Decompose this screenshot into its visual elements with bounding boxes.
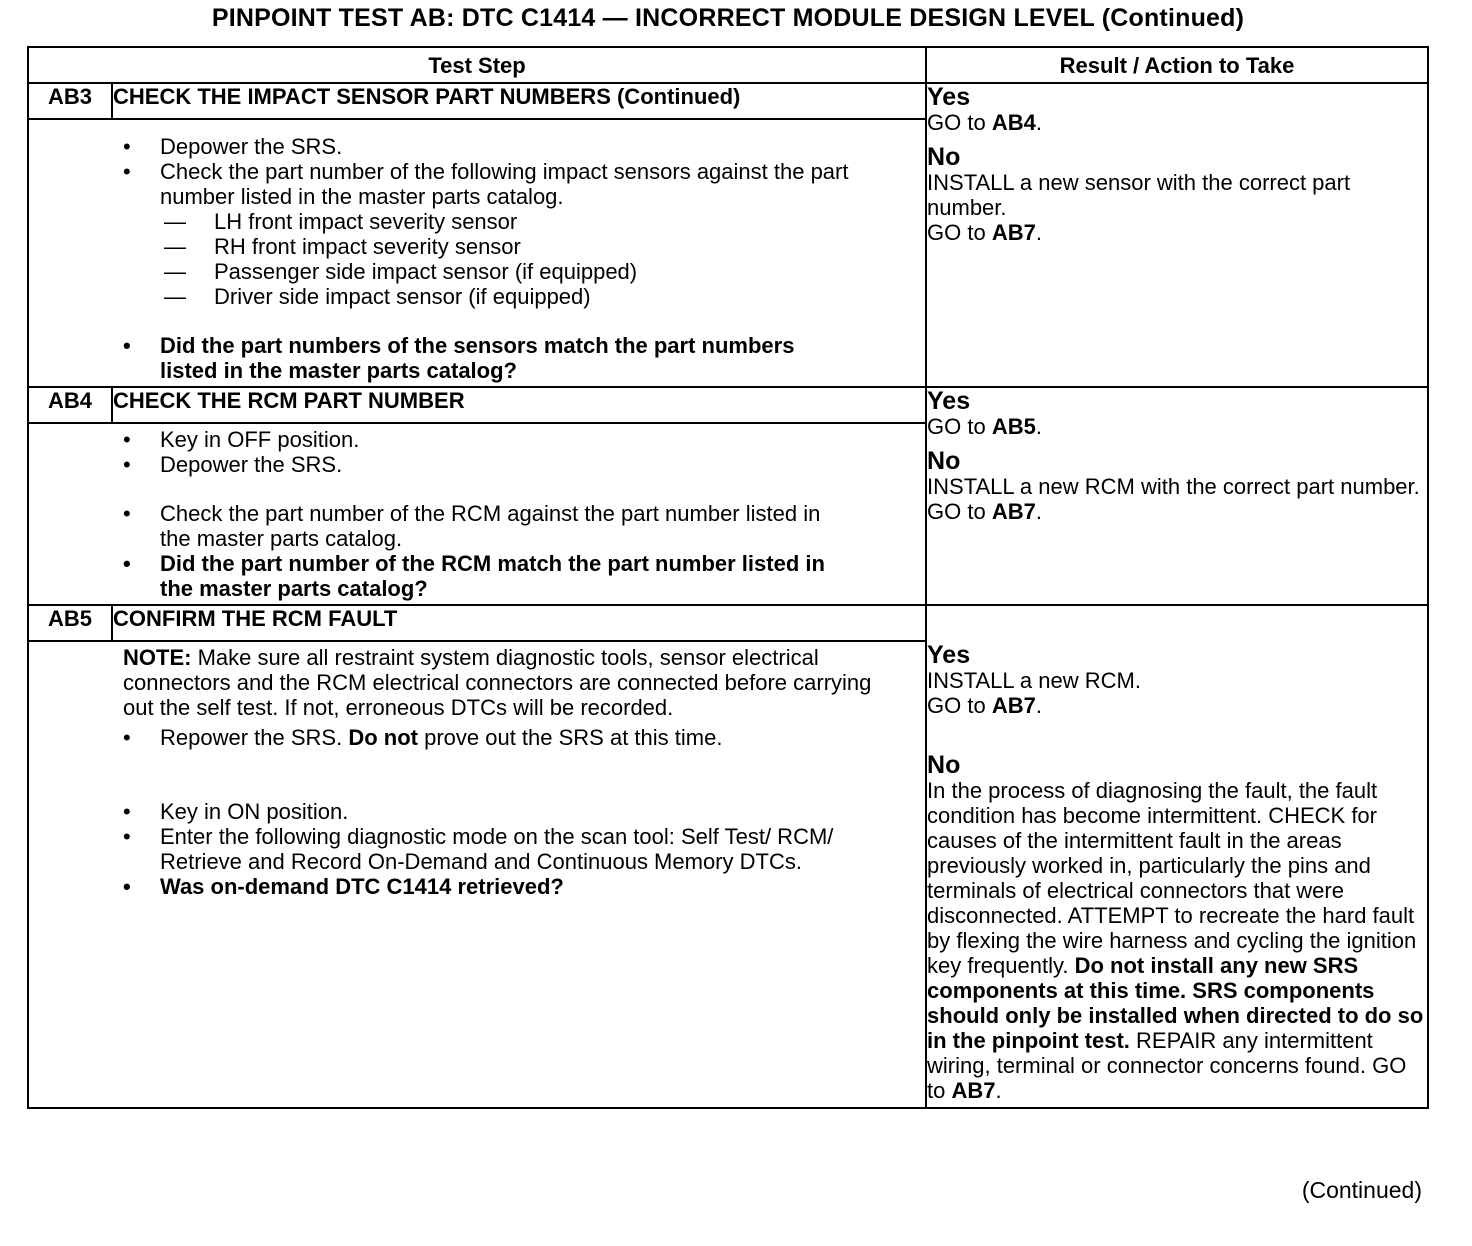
step-heading-row <box>28 83 1428 119</box>
list-item: • Key in OFF position. <box>123 427 360 452</box>
yes-label: Yes <box>927 387 971 415</box>
list-item: • Check the part number of the RCM against the part number listed in the master parts catalog. <box>123 501 821 551</box>
step-id-ab4: AB4 <box>28 387 112 423</box>
header-test-step: Test Step <box>28 47 926 83</box>
no-action: INSTALL a new RCM with the correct part number. <box>927 474 1420 499</box>
yes-label: Yes <box>927 641 971 669</box>
step-heading-ab3: CHECK THE IMPACT SENSOR PART NUMBERS (Continued) <box>112 83 926 119</box>
yes-action: INSTALL a new RCM. <box>927 668 1141 693</box>
pinpoint-test-table <box>27 46 1429 1109</box>
step-id-ab3: AB3 <box>28 83 112 119</box>
step-heading-row <box>28 605 1428 641</box>
no-goto: GO to AB7. <box>927 499 1042 524</box>
note-paragraph: NOTE: Make sure all restraint system diagnostic tools, sensor electrical connectors and the RCM electrical connectors are connected before carrying out the self test. If not, erroneous DTCs will be recorded. <box>123 645 872 720</box>
list-item: • Enter the following diagnostic mode on the scan tool: Self Test/ RCM/ Retrieve and Record On-Demand and Continuous Memory DTCs. <box>123 824 834 874</box>
no-action: In the process of diagnosing the fault, the fault condition has become intermittent. CHECK for causes of the intermittent fault in the areas previously worked in, particularly the pins and terminals of electrical connectors that were disconnected. ATTEMPT to recreate the hard fault by flexing the wire harness and cycling the ignition key frequently. Do not install any new SRS components at this time. SRS components should only be installed when directed to do so in the pinpoint test. REPAIR any intermittent wiring, terminal or connector concerns found. GO to AB7. <box>927 778 1424 1103</box>
step-body-ab3 <box>28 119 926 387</box>
list-item: • Repower the SRS. Do not prove out the SRS at this time. <box>123 725 723 750</box>
result-ab4 <box>926 387 1428 605</box>
list-item: — LH front impact severity sensor <box>164 209 518 234</box>
list-item: • Check the part number of the following impact sensors against the part number listed in the master parts catalog. <box>123 159 849 209</box>
no-label: No <box>927 751 961 779</box>
step-body-ab5 <box>28 641 926 1108</box>
step-heading-row <box>28 387 1428 423</box>
yes-action: GO to AB4. <box>927 110 1042 135</box>
list-item: • Key in ON position. <box>123 799 349 824</box>
result-ab5 <box>926 605 1428 1108</box>
list-item: — RH front impact severity sensor <box>164 234 521 259</box>
list-item: • Did the part number of the RCM match the part number listed in the master parts catalog? <box>123 551 825 601</box>
step-id-ab5: AB5 <box>28 605 112 641</box>
result-ab3 <box>926 83 1428 387</box>
step-body-ab4 <box>28 423 926 605</box>
no-action: INSTALL a new sensor with the correct part number. <box>927 170 1351 220</box>
continued-label: (Continued) <box>1301 1177 1422 1203</box>
step-heading-ab4: CHECK THE RCM PART NUMBER <box>112 387 926 423</box>
yes-goto: GO to AB7. <box>927 693 1042 718</box>
list-item: — Passenger side impact sensor (if equipped) <box>164 259 638 284</box>
yes-action: GO to AB5. <box>927 414 1042 439</box>
list-item: • Depower the SRS. <box>123 452 343 477</box>
list-item: • Depower the SRS. <box>123 134 343 159</box>
no-label: No <box>927 447 961 475</box>
no-goto: GO to AB7. <box>927 220 1042 245</box>
list-item: • Was on-demand DTC C1414 retrieved? <box>123 874 564 899</box>
step-heading-ab5: CONFIRM THE RCM FAULT <box>112 605 926 641</box>
list-item: • Did the part numbers of the sensors match the part numbers listed in the master parts catalog? <box>123 333 795 383</box>
no-label: No <box>927 143 961 171</box>
list-item: — Driver side impact sensor (if equipped) <box>164 284 591 309</box>
header-result-action: Result / Action to Take <box>926 47 1428 83</box>
page-title: PINPOINT TEST AB: DTC C1414 — INCORRECT MODULE DESIGN LEVEL (Continued) <box>211 4 1245 32</box>
yes-label: Yes <box>927 83 971 111</box>
table-header-row <box>28 47 1428 83</box>
